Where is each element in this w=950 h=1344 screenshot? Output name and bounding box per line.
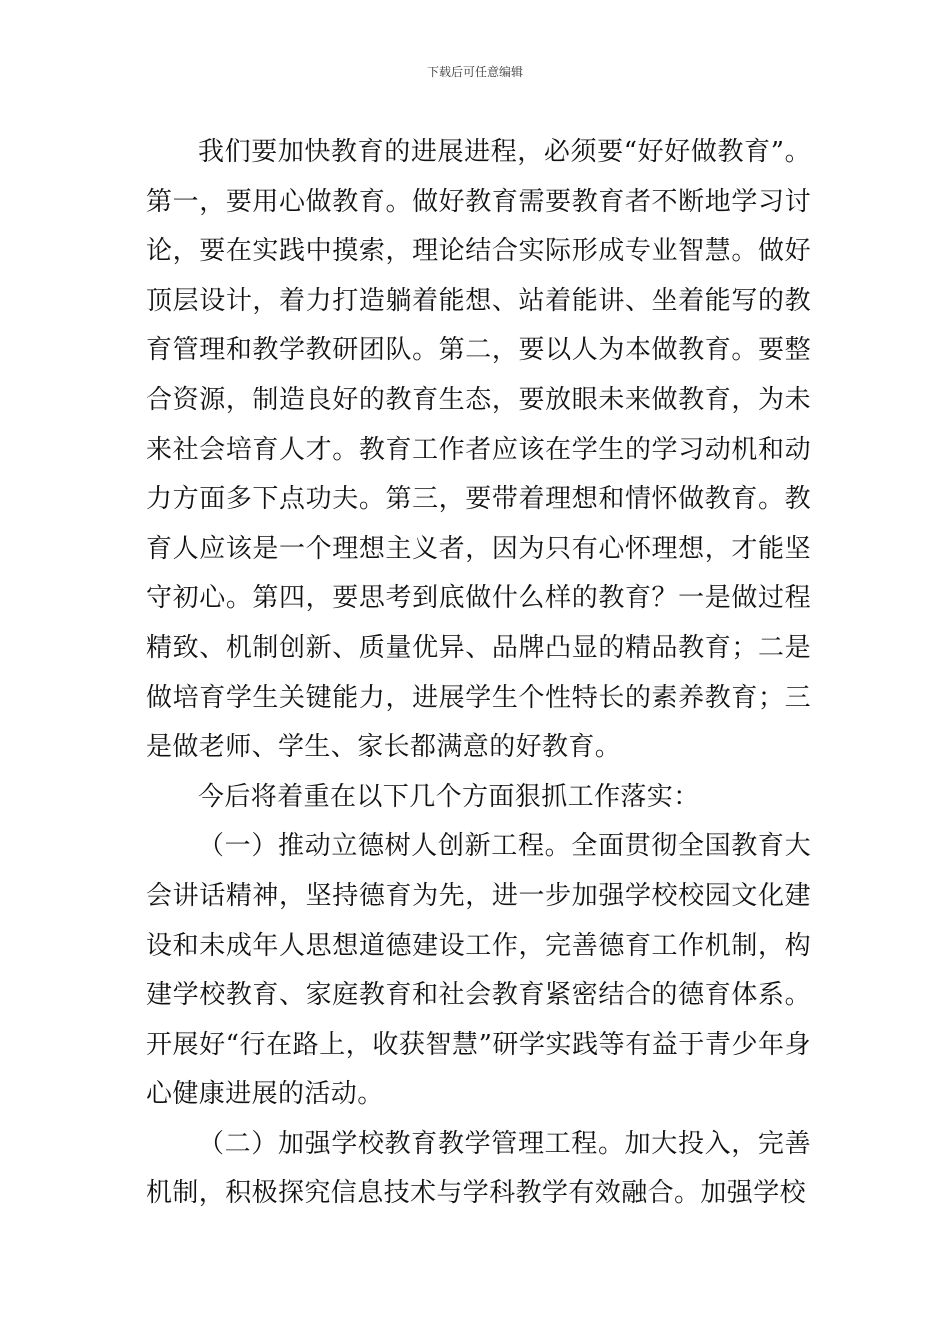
paragraph-education-principles: 我们要加快教育的进展进程，必须要“好好做教育”。第一，要用心做教育。做好教育需要教育者不断地学习讨论，要在实践中摸索，理论结合实际形成专业智慧。做好顶层设计，着力打造躺着能想、站着能讲、坐着能写的教育管理和教学教研团队。第二，要以人为本做教育。要整合资源，制造良好的教育生态，要放眼未来做教育，为未来社会培育人才。教育工作者应该在学生的学习动机和动力方面多下点功夫。第三，要带着理想和情怀做教育。教育人应该是一个理想主义者，因为只有心怀理想，才能坚守初心。第四，要思考到底做什么样的教育？一是做过程精致、机制创新、质量优异、品牌凸显的精品教育；二是做培育学生关键能力，进展学生个性特长的素养教育；三是做老师、学生、家长都满意的好教育。 — [146, 137, 811, 763]
document-body — [146, 128, 811, 1219]
paragraph-moral-education-project: （一）推动立德树人创新工程。全面贯彻全国教育大会讲话精神，坚持德育为先，进一步加强学校校园文化建设和未成年人思想道德建设工作，完善德育工作机制，构建学校教育、家庭教育和社会教育紧密结合的德育体系。开展好“行在路上，收获智慧”研学实践等有益于青少年身心健康进展的活动。 — [146, 831, 811, 1110]
page-header: 下载后可任意编辑 — [426, 65, 523, 79]
paragraph-work-focus-intro: 今后将着重在以下几个方面狠抓工作落实： — [198, 781, 700, 812]
paragraph-teaching-management-project: （二）加强学校教育教学管理工程。加大投入，完善机制，积极探究信息技术与学科教学有效融合。加强学校 — [146, 1128, 811, 1209]
